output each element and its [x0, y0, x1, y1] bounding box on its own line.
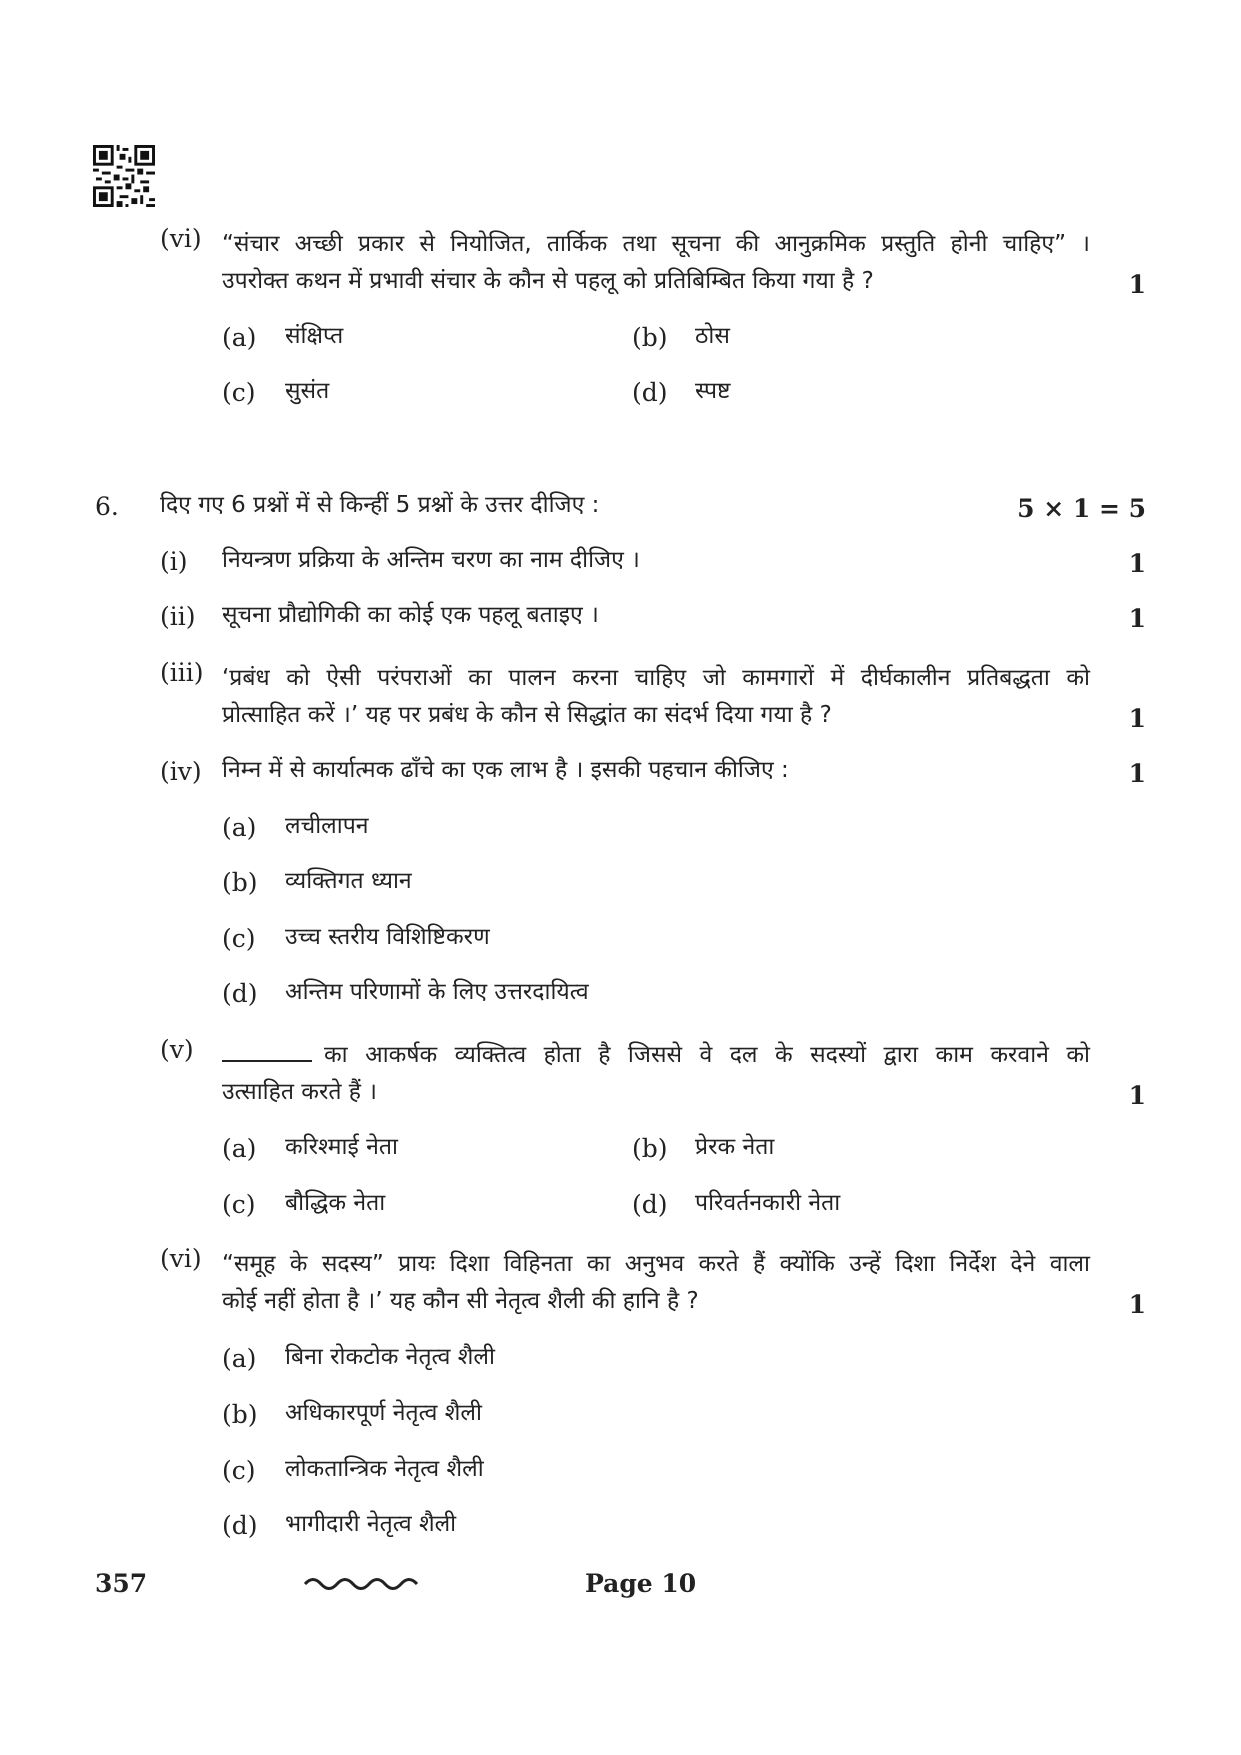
option-text: लोकतान्त्रिक नेतृत्व शैली [285, 1456, 484, 1482]
question-number: (i) [160, 547, 188, 576]
option-text: स्पष्ट [695, 378, 731, 404]
question-number: (iv) [160, 757, 202, 786]
question-text: “समूह के सदस्य” प्रायः दिशा विहिनता का अनुभव करते हैं क्योंकि उन्हें दिशा निर्देश देने वाला [222, 1251, 1090, 1277]
page-number: Page 10 [585, 1569, 697, 1598]
option-label: (c) [222, 378, 256, 407]
option-label: (a) [222, 323, 257, 352]
qr-code [93, 145, 155, 207]
question-text: “संचार अच्छी प्रकार से नियोजित, तार्किक तथा सूचना की आनुक्रमिक प्रस्तुति होनी चाहिए” । [222, 231, 1090, 257]
option-text: ठोस [695, 323, 730, 349]
question-text: उपरोक्त कथन में प्रभावी संचार के कौन से पहलू को प्रतिबिम्बित किया गया है ? [222, 268, 874, 294]
option-text: अधिकारपूर्ण नेतृत्व शैली [285, 1400, 482, 1426]
option-text: सुसंत [285, 378, 330, 404]
question-text: ‘प्रबंध को ऐसी परंपराओं का पालन करना चाहिए जो कामगारों में दीर्घकालीन प्रतिबद्धता को [222, 665, 1090, 691]
option-label: (c) [222, 1190, 256, 1219]
option-label: (b) [632, 323, 668, 352]
option-label: (b) [222, 1400, 258, 1429]
question-number: (iii) [160, 658, 204, 687]
option-text: बौद्धिक नेता [285, 1190, 386, 1216]
question-number: (ii) [160, 602, 196, 631]
option-text: व्यक्तिगत ध्यान [285, 868, 412, 894]
question-text: उत्साहित करते हैं । [222, 1079, 378, 1105]
option-label: (a) [222, 1134, 257, 1163]
marks: 1 [1128, 1081, 1146, 1110]
option-text: उच्च स्तरीय विशिष्टिकरण [285, 924, 490, 950]
question-number: (vi) [160, 1244, 202, 1273]
option-label: (b) [222, 868, 258, 897]
option-label: (d) [222, 1511, 258, 1540]
question-text: प्रोत्साहित करें ।’ यह पर प्रबंध के कौन से सिद्धांत का संदर्भ दिया गया है ? [222, 702, 832, 728]
question-text: निम्न में से कार्यात्मक ढाँचे का एक लाभ है । इसकी पहचान कीजिए : [222, 757, 789, 783]
question-text: कोई नहीं होता है ।’ यह कौन सी नेतृत्व शैली की हानि है ? [222, 1288, 699, 1314]
squiggle-divider [303, 1572, 423, 1594]
option-text: संक्षिप्त [285, 323, 344, 349]
question-text: सूचना प्रौद्योगिकी का कोई एक पहलू बताइए । [222, 602, 599, 628]
paper-code: 357 [95, 1569, 148, 1598]
option-text: परिवर्तनकारी नेता [695, 1190, 841, 1216]
option-label: (a) [222, 1344, 257, 1373]
question-number: (v) [160, 1035, 194, 1064]
marks: 1 [1128, 549, 1146, 578]
fill-in-blank [222, 1059, 312, 1062]
question-number: (vi) [160, 224, 202, 253]
option-text: अन्तिम परिणामों के लिए उत्तरदायित्व [285, 979, 589, 1005]
option-label: (d) [222, 979, 258, 1008]
option-label: (b) [632, 1134, 668, 1163]
marks: 5 × 1 = 5 [1017, 494, 1146, 523]
option-text: बिना रोकटोक नेतृत्व शैली [285, 1344, 495, 1370]
option-text: भागीदारी नेतृत्व शैली [285, 1511, 457, 1537]
option-text: करिश्माई नेता [285, 1134, 398, 1160]
question-number: 6. [95, 492, 119, 521]
option-label: (c) [222, 924, 256, 953]
question-text-line: का आकर्षक व्यक्तित्व होता है जिससे वे दल के सदस्यों द्वारा काम करवाने को [324, 1042, 1090, 1068]
option-label: (a) [222, 813, 257, 842]
question-text [222, 1037, 1090, 1069]
marks: 1 [1128, 270, 1146, 299]
marks: 1 [1128, 604, 1146, 633]
question-text: नियन्त्रण प्रक्रिया के अन्तिम चरण का नाम दीजिए । [222, 547, 640, 573]
marks: 1 [1128, 759, 1146, 788]
option-text: लचीलापन [285, 813, 369, 839]
option-label: (d) [632, 1190, 668, 1219]
option-label: (d) [632, 378, 668, 407]
marks: 1 [1128, 1290, 1146, 1319]
marks: 1 [1128, 704, 1146, 733]
option-label: (c) [222, 1456, 256, 1485]
question-intro: दिए गए 6 प्रश्नों में से किन्हीं 5 प्रश्नों के उत्तर दीजिए : [160, 492, 600, 518]
option-text: प्रेरक नेता [695, 1134, 775, 1160]
